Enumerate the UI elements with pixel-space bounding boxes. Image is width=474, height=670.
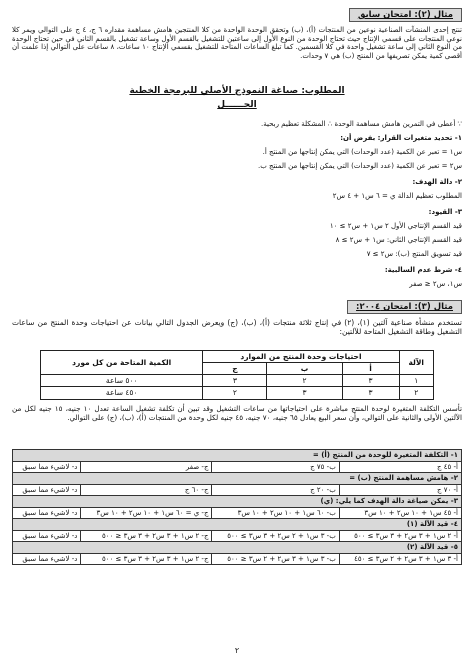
option-b: ب- ٣ س١ + ٣ س٢ + ٢ س٣ ≤ ٥٠٠ — [212, 553, 339, 565]
option-d: د- لاشيء مما سبق — [13, 461, 81, 473]
question-2-options — [13, 484, 462, 496]
nonneg-line: س١، س٢ ≤ صفر — [409, 280, 462, 288]
step4-heading: ٤- شرط عدم السالبية: — [384, 266, 462, 274]
product-header: ج — [203, 363, 267, 375]
option-c: ج- ٦٠ ج — [81, 484, 212, 496]
machine-cell: ١ — [399, 375, 433, 387]
page-number: ٢ — [234, 646, 240, 656]
example2-body: تنتج إحدى المنشآت الصناعية نوعين من المنتجات (أ)، (ب) وتحقق الوحدة الواحدة من كلا المنتجين هامش مساهمة مقداره ٦ ج، ٤ ج على التوالي ويمر كلا نوعي المنتجات على قسمي الإنتاج حيث تحتاج الوحدة من النوع الأول إلى ساعتين للتشغيل بالقسم الأول وساعة تشغيل بالقسم الثاني في حين تحتاج الوحدة من النوع الثاني إلى ساعة تشغيل واحدة في كلا القسمين. كما تبلغ الساعات المتاحة للتشغيل بقسمي الإنتاج ١٠ ساعات، ٨ ساعات على التوالي إذا علمت أن أقصى كمية يمكن تصريفها من المنتج (ب) هي ٧ وحدات. — [12, 26, 463, 60]
machine-cell: ٢ — [399, 387, 433, 399]
col-requirements: احتياجات وحدة المنتج من الموارد — [203, 351, 399, 363]
question-4-header: ٤- قيد الآلة (١) — [13, 519, 462, 531]
constraint-3: قيد تسويق المنتج (ب): س٢ ≥ ٧ — [366, 250, 462, 258]
constraint-1: قيد القسم الإنتاجي الأول ٢ س١ + س٢ ≥ ١٠ — [329, 222, 462, 230]
value-cell: ٢ — [267, 375, 342, 387]
question-4-options — [13, 530, 462, 542]
col-capacity: الكمية المتاحة من كل مورد — [41, 351, 203, 375]
example2004-body2: تأسس التكلفة المتغيرة لوحدة المنتج مباشرة على احتياجاتها من ساعات التشغيل وقد تبين أن تكلفة تشغيل الساعة تعدل ١٠ جنيه، ١٥ جنيه لكل من الآلتين الأولى والثانية على التوالي، وأن سعر البيع يعادل ٦٥ جنيه، ٧٠ جنيه، ٤٥ جنيه لكل وحدة من المنتجات (أ)، (ب)، (ج) على التوالي. — [12, 404, 462, 422]
table-row — [41, 387, 434, 399]
step1-heading: ١- تحديد متغيرات القرار: بفرض أن: — [340, 134, 462, 142]
option-c: ج- ٢ س١ + ٣ س٢ + ٣ س٣ ≥ ٥٠٠ — [81, 553, 212, 565]
variable-x1: س١ = تعبر عن الكمية (عدد الوحدات) التي يمكن إنتاجها من المنتج أ. — [262, 148, 462, 156]
step3-heading: ٣- القيود: — [428, 208, 462, 216]
requirements-table — [40, 350, 434, 400]
example2-title: مثال (٢): امتحان سابق — [349, 8, 462, 22]
capacity-cell: ٤٥٠ ساعة — [41, 387, 203, 399]
question-2-header: ٢- هامش مساهمة المنتج (ب) = — [13, 473, 462, 485]
col-machine: الآلة — [399, 351, 433, 375]
solution-heading: الحــــــل — [217, 100, 257, 110]
question-3-header: ٣- يمكن صياغة دالة الهدف كما يلي: (ي) — [13, 496, 462, 508]
value-cell: ٣ — [342, 375, 399, 387]
option-c: ج- ي = ٦٠ س١ + ١٠ س٢ + ١٠ س٣ — [81, 507, 212, 519]
option-a: أ- ٣ س١ + ٣ س٢ + ٢ س٣ ≥ ٤٥٠ — [339, 553, 461, 565]
capacity-cell: ٥٠٠ ساعة — [41, 375, 203, 387]
product-header: أ — [342, 363, 399, 375]
option-d: د- لاشيء مما سبق — [13, 530, 81, 542]
option-b: ب- ٢٠ ج — [212, 484, 339, 496]
objective-line: المطلوب تعظيم الدالة ي = ٦ س١ + ٤ س٢ — [332, 192, 462, 200]
example2004-title: مثال (٣): امتحان ٢٠٠٤: — [347, 300, 462, 314]
question-5-header: ٥- قيد الآلة (٢) — [13, 542, 462, 554]
question-5-options — [13, 553, 462, 565]
step2-heading: ٢- دالة الهدف: — [412, 178, 462, 186]
value-cell: ٢ — [203, 387, 267, 399]
option-a: أ- ٤٥ س١ + ١٠ س٢ + ١٠ س٣ — [339, 507, 461, 519]
option-b: ب- ٦٠ س١ + ١٠ س٢ + ١٠ س٣ — [212, 507, 339, 519]
option-b: ب- ٣ س١ + ٢ س٢ + ٣ س٣ ≥ ٥٠٠ — [212, 530, 339, 542]
value-cell: ٣ — [203, 375, 267, 387]
variable-x2: س٢ = تعبر عن الكمية (عدد الوحدات) التي يمكن إنتاجها من المنتج ب. — [258, 162, 462, 170]
constraint-2: قيد القسم الإنتاجي الثاني: س١ + س٢ ≥ ٨ — [335, 236, 462, 244]
option-d: د- لاشيء مما سبق — [13, 507, 81, 519]
option-c: ج- ٢ س١ + ٣ س٢ + ٣ س٣ ≤ ٥٠٠ — [81, 530, 212, 542]
option-a: أ- ٤٥ ج — [339, 461, 461, 473]
question-1-options — [13, 461, 462, 473]
value-cell: ٣ — [342, 387, 399, 399]
value-cell: ٣ — [267, 387, 342, 399]
question-1-header: ١- التكلفة المتغيرة للوحدة من المنتج (أ) = — [13, 450, 462, 462]
option-d: د- لاشيء مما سبق — [13, 553, 81, 565]
option-a: أ- ٧٠ ج — [339, 484, 461, 496]
example2004-body: تستخدم منشأة صناعية آلتين (١)، (٢) في إنتاج ثلاثة منتجات (أ)، (ب)، (ج) ويعرض الجدول التالي بيانات عن احتياجات وحدة المنتج من ساعات التشغيل وطاقة التشغيل المتاحة للآلتين: — [12, 318, 462, 337]
required-heading: المطلوب: صياغة النموذج الأصلي للبرمجة الخطية — [129, 86, 345, 96]
option-c: ج- صفر — [81, 461, 212, 473]
question-3-options — [13, 507, 462, 519]
intro-line: ∵ أعطى في التمرين هامش مساهمة الوحدة ∴ المشكلة تعظيم ربحية. — [261, 120, 462, 128]
option-d: د- لاشيء مما سبق — [13, 484, 81, 496]
table-row — [41, 375, 434, 387]
option-a: أ- ٢ س١ + ٣ س٢ + ٣ س٣ ≥ ٥٠٠ — [339, 530, 461, 542]
product-header: ب — [267, 363, 342, 375]
option-b: ب- ٧٥ ج — [212, 461, 339, 473]
answers-table — [12, 449, 462, 565]
